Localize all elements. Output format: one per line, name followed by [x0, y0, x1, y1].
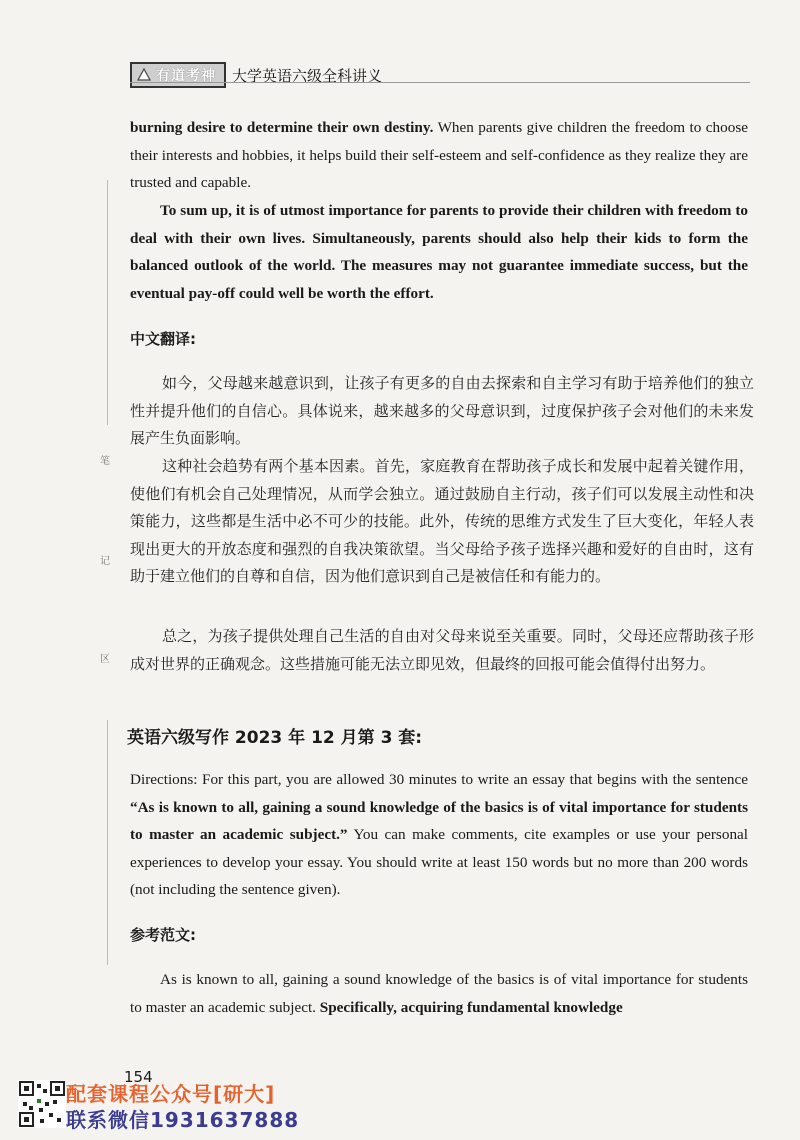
essay-conclusion: To sum up, it is of utmost importance for parents to provide their children with freedom to deal with their own lives. Simultaneously, parents should also help their kids to form the balanced outlook of the world. The measures may not guarantee immediate success, but the eventual pay-off could well be worth the effort.: [130, 202, 748, 302]
margin-line: [107, 720, 108, 965]
section-heading: 英语六级写作 2023 年 12 月第 3 套:: [127, 728, 423, 748]
margin-note-char: 区: [100, 654, 110, 665]
qr-code-icon: [18, 1080, 66, 1128]
paragraph-text: When parents give children the freedom to choose their interests and hobbies, it helps build their self-esteem and self-confidence as they realize they are trusted and capable.: [130, 119, 748, 191]
translation-paragraph: 总之，为孩子提供处理自己生活的自由对父母来说至关重要。同时，父母还应帮助孩子形成对世界的正确观念。这些措施可能无法立即见效，但最终的回报可能会值得付出努力。: [130, 627, 754, 673]
paragraph-text: As is known to all, gaining a sound knowledge of the basics is of vital importance for students to master an academic subject.: [130, 971, 748, 1016]
book-title: 大学英语六级全科讲义: [232, 66, 383, 85]
bold-phrase: Specifically, acquiring fundamental knowledge: [319, 998, 623, 1016]
logo-mark-icon: [137, 67, 151, 81]
logo-text: 有道考神: [156, 68, 216, 84]
translation-paragraph: 这种社会趋势有两个基本因素。首先，家庭教育在帮助孩子成长和发展中起着关键作用，使他们有机会自己处理情况，从而学会独立。通过鼓励自主行动，孩子们可以发展主动性和决策能力，这些都是生活中必不可少的技能。此外，传统的思维方式发生了巨大变化，年轻人表现出更大的开放态度和强烈的自我决策欲望。当父母给予孩子选择兴趣和爱好的自由时，这有助于建立他们的自尊和自信，因为他们意识到自己是被信任和有能力的。: [130, 457, 754, 585]
directions-text: Directions: For this part, you are allowed 30 minutes to write an essay that begins with the sentence: [130, 771, 748, 788]
translation-heading: 中文翻译:: [130, 330, 196, 348]
bold-phrase: burning desire to determine their own destiny.: [130, 119, 434, 136]
page-number: 154: [124, 1068, 153, 1086]
page-header: [130, 62, 382, 88]
margin-note-char: 笔: [100, 456, 110, 467]
promo-line-wechat: 联系微信1931637888: [66, 1108, 300, 1132]
margin-note-char: 记: [100, 556, 110, 567]
directions-text: You can make comments, cite examples or use your personal experiences to develop your essay. You should write at least 150 words but no more than 200 words (not including the sentence given).: [130, 826, 748, 898]
publisher-logo: [130, 62, 226, 88]
margin-line: [107, 180, 108, 425]
directions-paragraph: [130, 766, 748, 904]
promo-line-course: 配套课程公众号[研大]: [66, 1082, 276, 1106]
model-essay-heading: 参考范文:: [130, 926, 196, 944]
directions-quoted-sentence: “As is known to all, gaining a sound knowledge of the basics is of vital importance for students to master an academic subject.”: [130, 798, 748, 843]
translation-paragraph: 如今，父母越来越意识到，让孩子有更多的自由去探索和自主学习有助于培养他们的独立性并提升他们的自信心。具体说来，越来越多的父母意识到，过度保护孩子会对他们的未来发展产生负面影响。: [130, 374, 754, 447]
essay-paragraph: [130, 114, 748, 197]
model-essay-paragraph: [130, 966, 748, 1021]
header-divider: [130, 82, 750, 83]
